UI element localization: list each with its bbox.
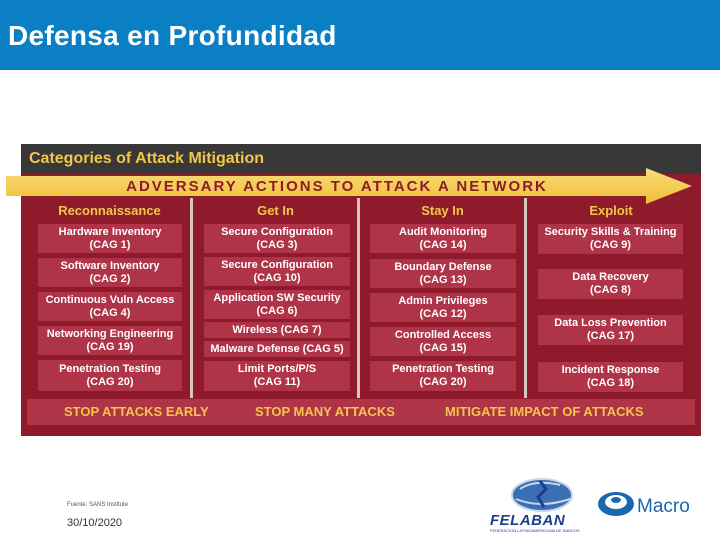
control-box: Continuous Vuln Access (CAG 4) — [38, 292, 182, 321]
macro-logo-text: Macro — [637, 496, 690, 517]
column-divider — [357, 198, 360, 398]
control-box: Wireless (CAG 7) — [204, 322, 350, 338]
footer-label-early: STOP ATTACKS EARLY — [64, 404, 209, 419]
column-header-exploit: Exploit — [589, 203, 633, 218]
control-box: Software Inventory (CAG 2) — [38, 258, 182, 287]
control-box: Admin Privileges (CAG 12) — [370, 293, 516, 322]
figure-heading: Categories of Attack Mitigation — [29, 150, 264, 167]
control-box: Penetration Testing (CAG 20) — [38, 360, 182, 391]
control-box: Secure Configuration (CAG 3) — [204, 224, 350, 253]
control-box: Boundary Defense (CAG 13) — [370, 259, 516, 288]
column-header-stay-in: Stay In — [421, 203, 464, 218]
title-bar — [0, 0, 720, 70]
control-box: Data Loss Prevention (CAG 17) — [538, 315, 683, 345]
footer-label-mitigate: MITIGATE IMPACT OF ATTACKS — [445, 404, 644, 419]
control-box: Controlled Access (CAG 15) — [370, 327, 516, 356]
control-box: Malware Defense (CAG 5) — [204, 341, 350, 357]
footer-label-many: STOP MANY ATTACKS — [255, 404, 395, 419]
column-header-reconnaissance: Reconnaissance — [58, 203, 161, 218]
column-divider — [524, 198, 527, 398]
control-box: Application SW Security (CAG 6) — [204, 290, 350, 319]
control-box: Data Recovery (CAG 8) — [538, 269, 683, 299]
felaban-logo-subtitle: FEDERACION LATINOAMERICANA DE BANCOS — [490, 528, 580, 533]
slide-title: Defensa en Profundidad — [8, 20, 337, 51]
felaban-logo-text: FELABAN — [490, 512, 566, 529]
arrow-banner-text: ADVERSARY ACTIONS TO ATTACK A NETWORK — [126, 178, 548, 195]
column-header-get-in: Get In — [257, 203, 294, 218]
column-divider — [190, 198, 193, 398]
macro-logo-icon — [596, 490, 636, 518]
control-box: Hardware Inventory (CAG 1) — [38, 224, 182, 253]
source-note: Fuente: SANS Institute — [67, 502, 129, 508]
control-box: Audit Monitoring (CAG 14) — [370, 224, 516, 253]
control-box: Incident Response (CAG 18) — [538, 362, 683, 392]
control-box: Limit Ports/P/S (CAG 11) — [204, 361, 350, 391]
control-box: Networking Engineering (CAG 19) — [38, 326, 182, 355]
control-box: Security Skills & Training (CAG 9) — [538, 224, 683, 254]
control-box: Secure Configuration (CAG 10) — [204, 257, 350, 286]
slide-date: 30/10/2020 — [67, 517, 123, 529]
control-box: Penetration Testing (CAG 20) — [370, 361, 516, 391]
